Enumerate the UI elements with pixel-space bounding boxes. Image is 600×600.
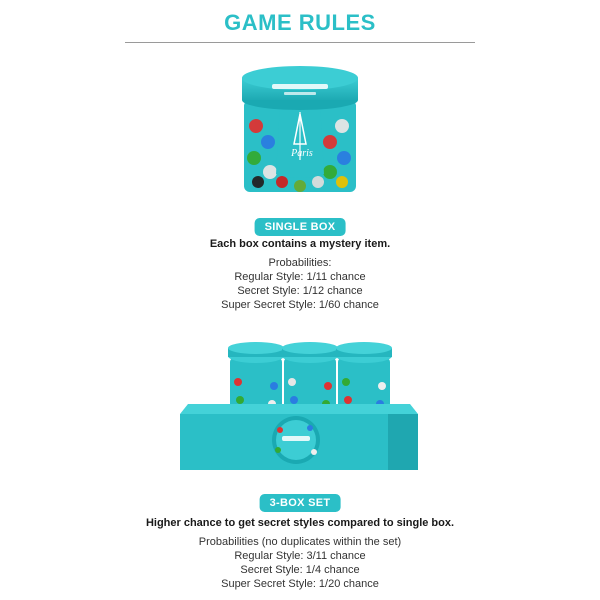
page-title: GAME RULES <box>224 10 376 35</box>
box-set-odds-secret: Secret Style: 1/4 chance <box>240 564 360 576</box>
svg-text:Paris: Paris <box>291 148 313 159</box>
single-box-product-image <box>222 64 378 200</box>
box-set-odds-super-secret: Super Secret Style: 1/20 chance <box>221 578 379 590</box>
box-set-description: Higher chance to get secret styles compared to single box. <box>145 517 455 529</box>
box-set-prob-heading: Probabilities (no duplicates within the set) <box>198 536 402 548</box>
jar-right <box>336 342 392 414</box>
single-box-odds-secret: Secret Style: 1/12 chance <box>237 285 363 297</box>
gift-box <box>180 404 418 470</box>
box-set-odds-regular: Regular Style: 3/11 chance <box>234 550 366 562</box>
single-box-odds-regular: Regular Style: 1/11 chance <box>234 271 366 283</box>
single-box-probabilities <box>0 256 600 312</box>
jar-middle <box>282 342 338 414</box>
single-box-prob-heading: Probabilities: <box>268 257 332 269</box>
single-box-badge: SINGLE BOX <box>255 218 346 236</box>
title-divider <box>125 42 475 43</box>
box-set-product-image <box>178 340 422 474</box>
jar-left <box>228 342 284 414</box>
single-box-odds-super-secret: Super Secret Style: 1/60 chance <box>221 299 379 311</box>
box-set-badge: 3-BOX SET <box>260 494 341 512</box>
single-box-description: Each box contains a mystery item. <box>209 238 391 250</box>
box-set-probabilities <box>0 535 600 591</box>
